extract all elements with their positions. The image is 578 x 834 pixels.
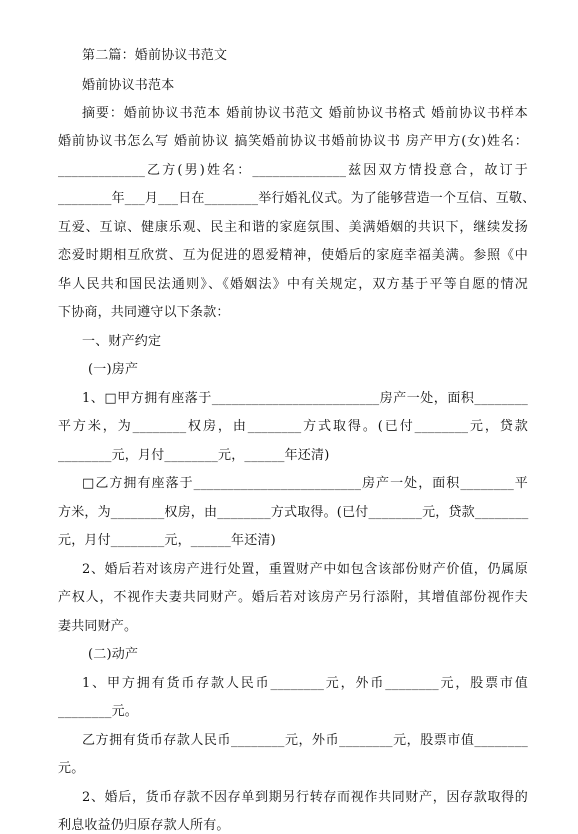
- clause-line: 1、□甲方拥有座落于_________________________房产一处，面积________: [82, 391, 528, 406]
- clause-line: 产权人，不视作夫妻共同财产。婚后若对该房产另行添附，其增值部份视作夫: [58, 590, 528, 605]
- clause-line: ________元。: [58, 704, 138, 719]
- clause-line: 元，月付________元，______年还清): [58, 533, 276, 548]
- paragraph-line: ________年___月___日在________举行婚礼仪式。为了能够营造一个互信、互敬、: [58, 191, 536, 206]
- heading-real-estate: (一)房产: [88, 362, 139, 377]
- clause-line: 1、甲方拥有货币存款人民币________元，外币________元，股票市值: [82, 676, 528, 691]
- clause-line: 2、婚后若对该房产进行处置，重置财产中如包含该部份财产价值，仍属原: [82, 562, 528, 577]
- clause-line: 方米，为________权房，由________方式取得。(已付________元，贷款________: [58, 505, 529, 520]
- heading-property-agreement: 一、财产约定: [82, 334, 162, 349]
- clause-line: 2、婚后，货币存款不因存单到期另行转存而视作共同财产，因存款取得的: [82, 790, 528, 805]
- abstract-line-1: 摘要：婚前协议书范本 婚前协议书范文 婚前协议书格式 婚前协议书样本: [82, 106, 528, 121]
- clause-line: 平方米，为________权房，由________方式取得。(已付________元，贷款: [58, 419, 528, 434]
- heading-movable-property: (二)动产: [88, 647, 139, 662]
- paragraph-line: 互爱、互谅、健康乐观、民主和谐的家庭氛围、美满婚姻的共识下，继续发扬: [58, 220, 528, 235]
- clause-line: □乙方拥有座落于_________________________房产一处，面积________平: [82, 476, 528, 491]
- clause-line: 妻共同财产。: [58, 619, 138, 634]
- paragraph-line: _____________乙方(男)姓名：______________兹因双方情投意合，故订于: [58, 163, 528, 178]
- clause-line: ________元，月付________元，______年还清): [58, 448, 330, 463]
- clause-line: 元。: [58, 761, 85, 776]
- abstract-line-2: 婚前协议书怎么写 婚前协议 搞笑婚前协议书婚前协议书 房产甲方(女)姓名：: [58, 134, 528, 149]
- paragraph-line: 恋爱时期相互欣赏、互为促进的恩爱精神，使婚后的家庭幸福美满。参照《中: [58, 248, 528, 263]
- paragraph-line: 下协商，共同遵守以下条款：: [58, 305, 230, 320]
- paragraph-line: 华人民共和国民法通则》、《婚姻法》中有关规定，双方基于平等自愿的情况: [58, 277, 528, 292]
- section-title: 第二篇：婚前协议书范文: [82, 48, 228, 63]
- clause-line: 乙方拥有货币存款人民币________元，外币________元，股票市值________: [82, 733, 528, 748]
- clause-line: 利息收益仍归原存款人所有。: [58, 818, 230, 833]
- document-title: 婚前协议书范本: [82, 78, 175, 93]
